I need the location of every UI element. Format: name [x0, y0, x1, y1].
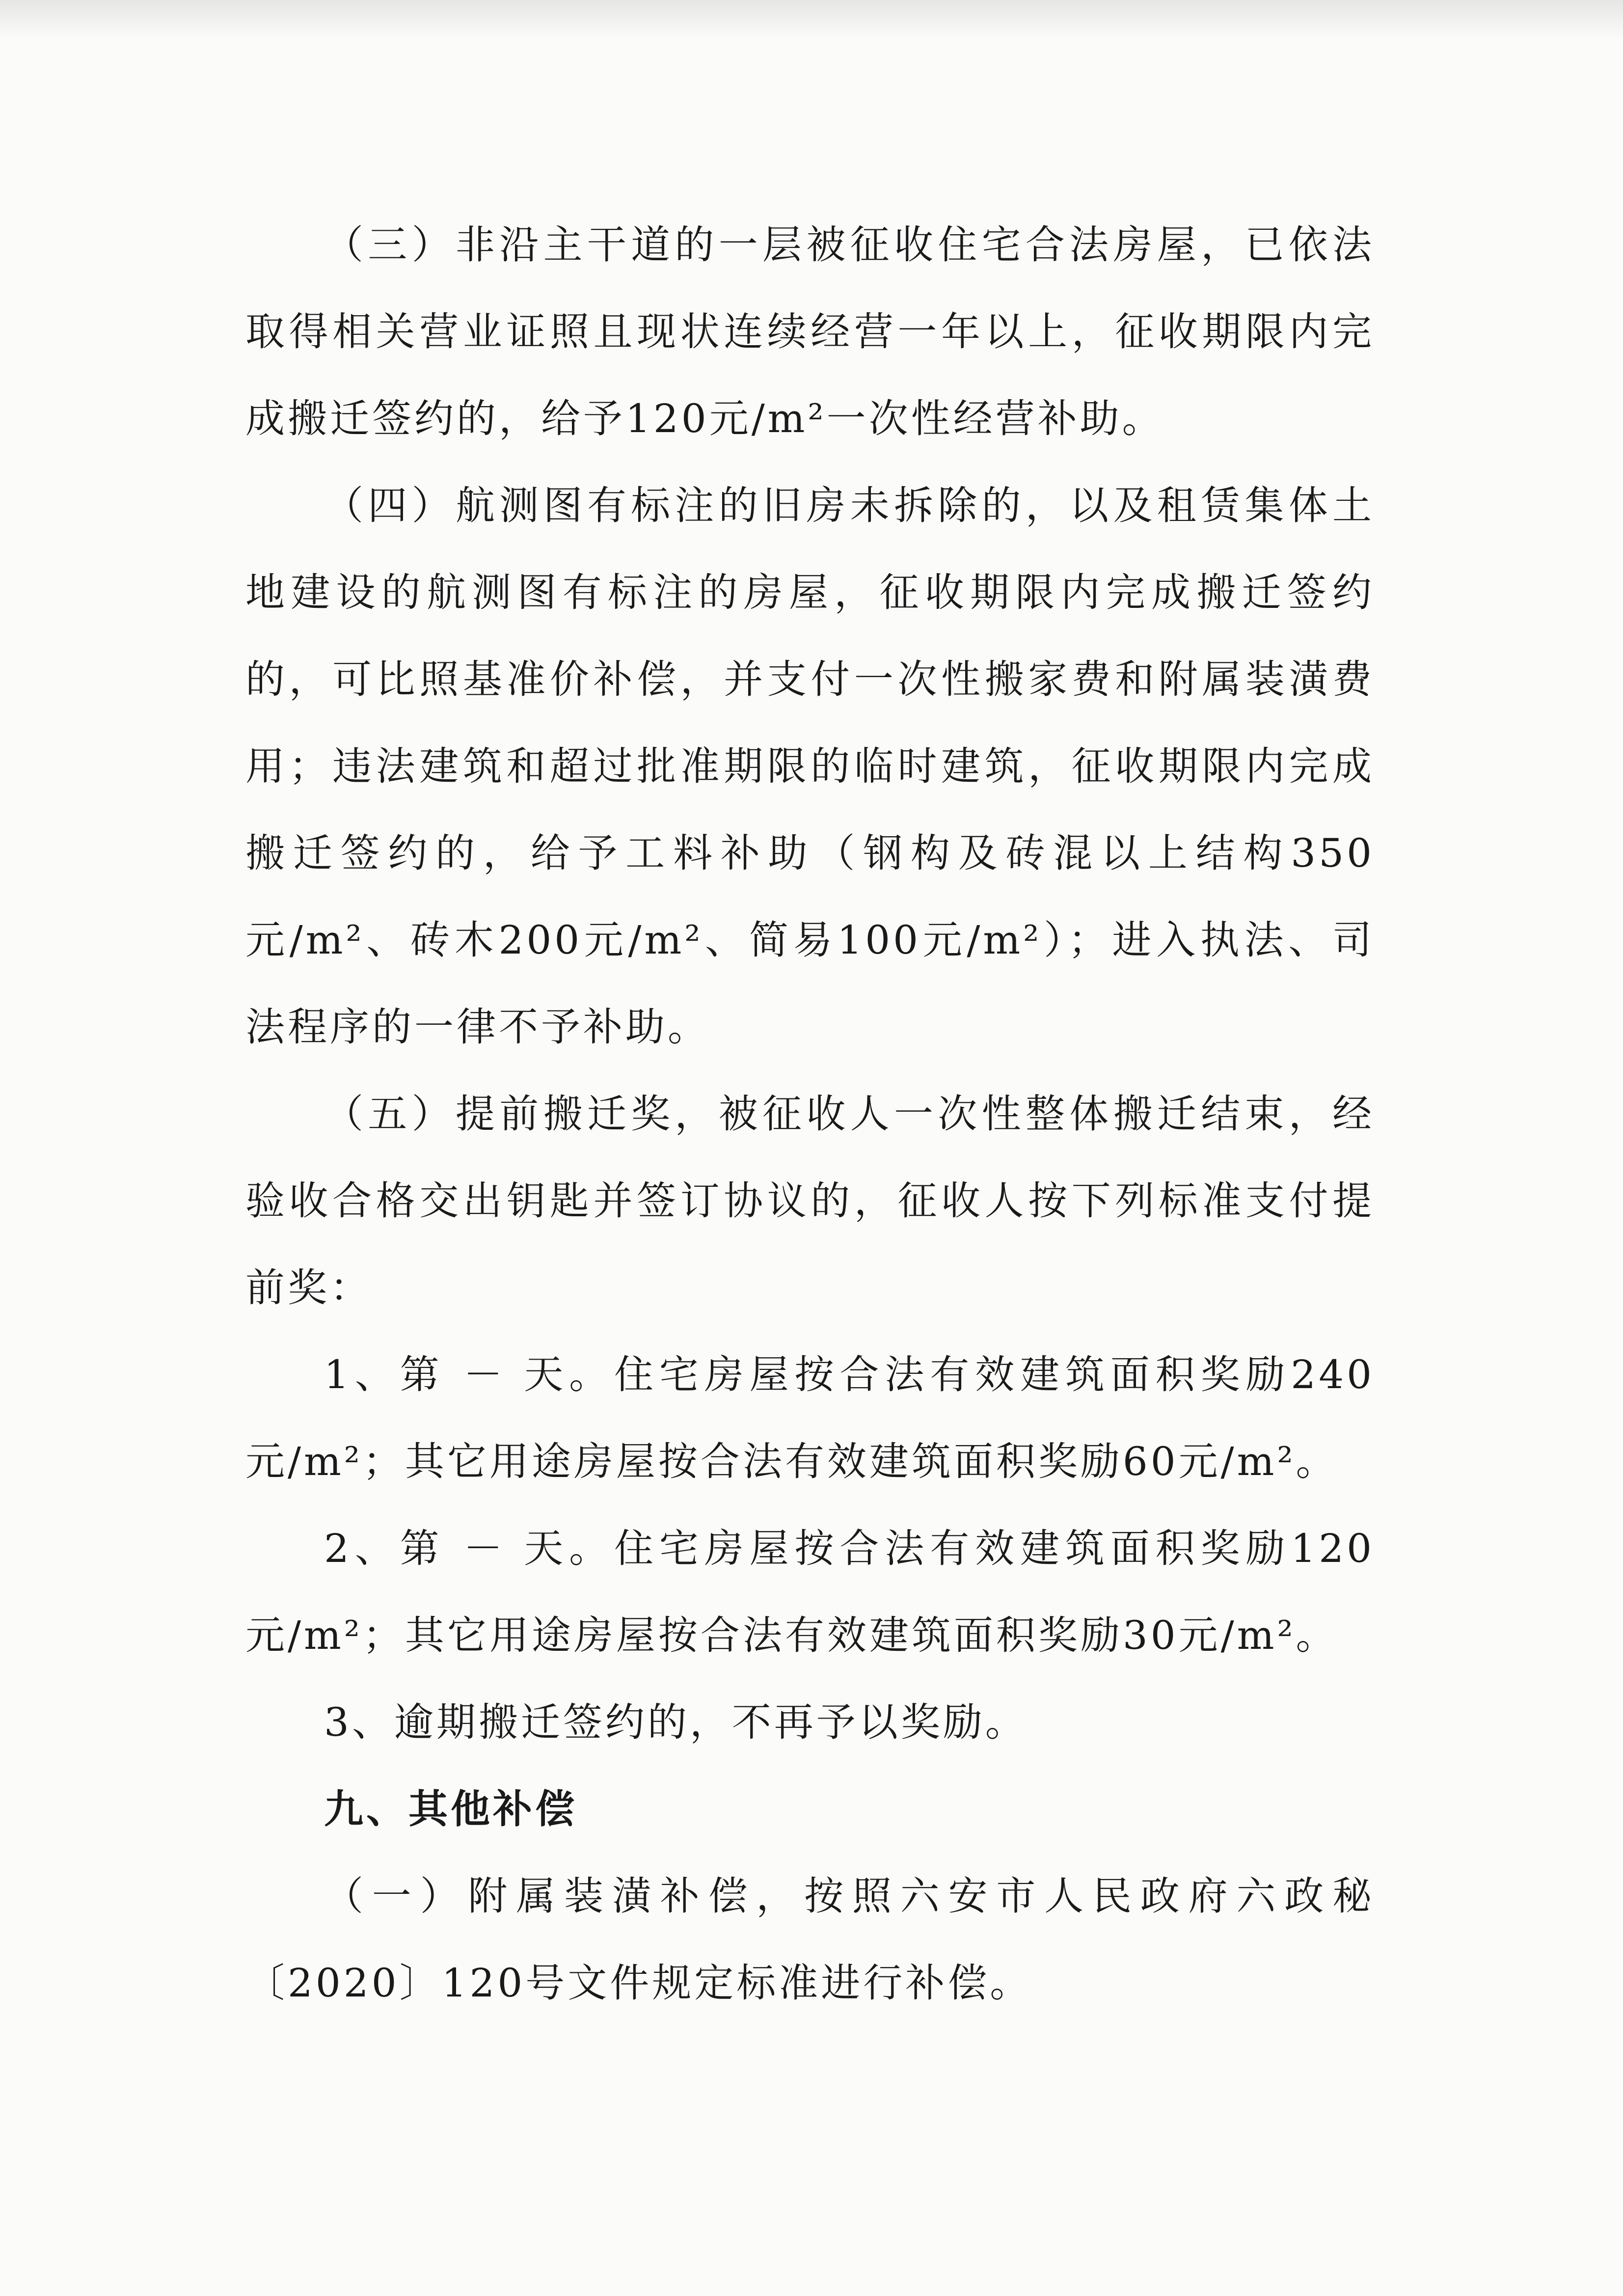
paragraph-reward-item-1: 1、第 － 天。住宅房屋按合法有效建筑面积奖励240元/m²；其它用途房屋按合法有效建筑面积奖励60元/m²。: [245, 1352, 1375, 1484]
paragraph-early-relocation-reward: （五）提前搬迁奖，被征收人一次性整体搬迁结束，经验收合格交出钥匙并签订协议的，征收人按下列标准支付提前奖：: [245, 1091, 1375, 1311]
document-body: [245, 201, 1375, 2026]
paragraph-reward-item-3: 3、逾期搬迁签约的，不再予以奖励。: [324, 1699, 1028, 1745]
paragraph-business-subsidy: （三）非沿主干道的一层被征收住宅合法房屋，已依法取得相关营业证照且现状连续经营一年以上，征收期限内完成搬迁签约的，给予120元/m²一次性经营补助。: [245, 222, 1375, 441]
paragraph-decoration-compensation: （一）附属装潢补偿，按照六安市人民政府六政秘〔2020〕120号文件规定标准进行补偿。: [245, 1873, 1375, 2006]
paragraph-reward-item-2: 2、第 － 天。住宅房屋按合法有效建筑面积奖励120元/m²；其它用途房屋按合法有效建筑面积奖励30元/m²。: [245, 1526, 1375, 1658]
section-heading-other-compensation: 九、其他补偿: [324, 1786, 577, 1832]
scan-edge-shadow: [0, 0, 1623, 39]
paragraph-aerial-map-houses: （四）航测图有标注的旧房未拆除的，以及租赁集体土地建设的航测图有标注的房屋，征收期限内完成搬迁签约的，可比照基准价补偿，并支付一次性搬家费和附属装潢费用；违法建筑和超过批准期限的临时建筑，征收期限内完成搬迁签约的，给予工料补助（钢构及砖混以上结构350元/m²、砖木200元/m²、简易100元/m²）；进入执法、司法程序的一律不予补助。: [245, 483, 1375, 1050]
